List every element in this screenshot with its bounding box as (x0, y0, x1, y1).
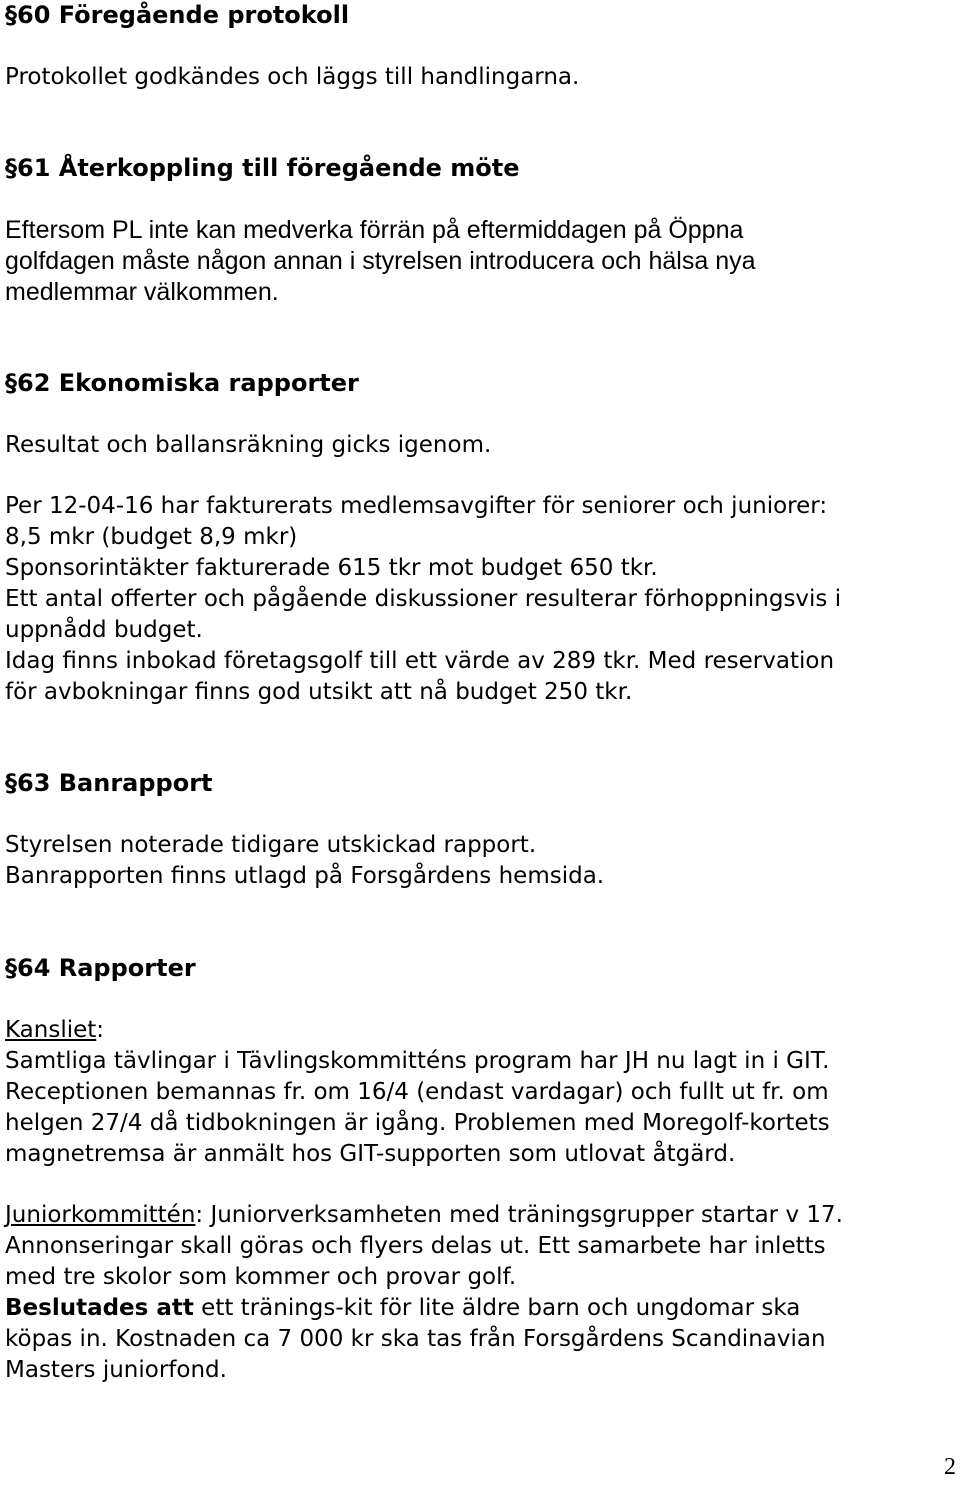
text-line: Protokollet godkändes och läggs till handlingarna. (5, 64, 580, 90)
text-line: Ett antal offerter och pågående diskussioner resulterar förhoppningsvis i (5, 586, 842, 612)
text-line: köpas in. Kostnaden ca 7 000 kr ska tas från Forsgårdens Scandinavian (5, 1326, 826, 1352)
text-line: magnetremsa är anmält hos GIT-supporten som utlovat åtgärd. (5, 1141, 736, 1167)
section-64-heading: §64 Rapporter (5, 954, 196, 982)
section-63-heading: §63 Banrapport (5, 769, 213, 797)
section-60-text (5, 62, 579, 93)
kansliet-label-line (5, 1015, 830, 1046)
beslut-rest: ett tränings-kit för lite äldre barn och ungdomar ska (193, 1295, 801, 1321)
text-line: uppnådd budget. (5, 617, 203, 643)
section-61-heading: §61 Återkoppling till föregående möte (5, 154, 520, 182)
kansliet-colon: : (96, 1017, 105, 1043)
beslut-first-line (5, 1293, 843, 1324)
section-62-heading: §62 Ekonomiska rapporter (5, 369, 359, 397)
text-line: Idag finns inbokad företagsgolf till ett värde av 289 tkr. Med reservation (5, 648, 835, 674)
junior-label: Juniorkommittén (5, 1202, 196, 1228)
section-62-intro: Resultat och ballansräkning gicks igenom. (5, 432, 492, 458)
junior-first-line (5, 1200, 843, 1231)
text-line: Eftersom PL inte kan medverka förrän på eftermiddagen på Öppna (5, 216, 744, 244)
beslut-bold: Beslutades att (5, 1295, 194, 1321)
text-line: Styrelsen noterade tidigare utskickad rapport. (5, 832, 537, 858)
section-61-text (5, 215, 756, 308)
text-line: helgen 27/4 då tidbokningen är igång. Problemen med Moregolf-kortets (5, 1110, 830, 1136)
text-line: för avbokningar finns god utsikt att nå budget 250 tkr. (5, 679, 633, 705)
text-line: Banrapporten finns utlagd på Forsgårdens hemsida. (5, 863, 605, 889)
section-64-kansliet (5, 1015, 830, 1170)
text-line: Masters juniorfond. (5, 1357, 227, 1383)
text-line: Receptionen bemannas fr. om 16/4 (endast vardagar) och fullt ut fr. om (5, 1079, 829, 1105)
text-line: Per 12-04-16 har fakturerats medlemsavgifter för seniorer och juniorer: (5, 493, 828, 519)
page-number: 2 (944, 1454, 956, 1480)
text-line: golfdagen måste någon annan i styrelsen introducera och hälsa nya (5, 247, 756, 275)
section-62-text (5, 491, 841, 708)
text-line: med tre skolor som kommer och provar golf. (5, 1264, 517, 1290)
section-64-junior (5, 1200, 843, 1386)
kansliet-label: Kansliet (5, 1017, 97, 1043)
text-line: Samtliga tävlingar i Tävlingskommitténs program har JH nu lagt in i GIT. (5, 1048, 830, 1074)
text-line: Sponsorintäkter fakturerade 615 tkr mot budget 650 tkr. (5, 555, 658, 581)
junior-rest: : Juniorverksamheten med träningsgrupper startar v 17. (195, 1202, 843, 1228)
section-60-heading: §60 Föregående protokoll (5, 1, 350, 29)
text-line: 8,5 mkr (budget 8,9 mkr) (5, 524, 298, 550)
text-line: medlemmar välkommen. (5, 278, 279, 306)
text-line: Annonseringar skall göras och flyers delas ut. Ett samarbete har inletts (5, 1233, 826, 1259)
section-63-text (5, 830, 604, 892)
